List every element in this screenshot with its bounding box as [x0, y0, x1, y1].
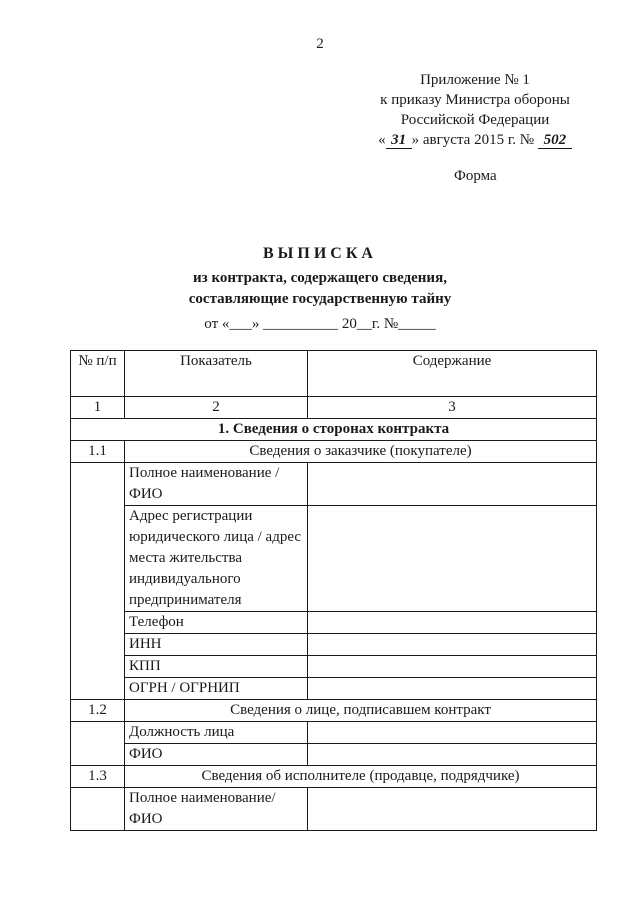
table-row	[71, 722, 597, 744]
indicator-address: Адрес регистрации юридического лица / адрес места жительства индивидуального предпринимателя	[125, 506, 308, 612]
subsection-1-1-num-spacer	[71, 463, 125, 700]
table-row	[71, 678, 597, 700]
appendix-line-2: к приказу Министра обороны	[380, 92, 570, 108]
subsection-1-2-num: 1.2	[71, 700, 125, 722]
column-number-row	[71, 397, 597, 419]
table-row	[71, 634, 597, 656]
col-number-2: 2	[125, 397, 308, 419]
appendix-block	[360, 70, 590, 150]
subsection-1-2-row	[71, 700, 597, 722]
indicator-ogrn: ОГРН / ОГРНИП	[125, 678, 308, 700]
indicator-full-name: Полное наименование /ФИО	[125, 463, 308, 506]
content-cell[interactable]	[308, 722, 597, 744]
content-cell[interactable]	[308, 788, 597, 831]
content-cell[interactable]	[308, 744, 597, 766]
table-row	[71, 656, 597, 678]
date-open-quote: «	[378, 132, 386, 148]
handwritten-order-number: 502	[538, 132, 572, 149]
table-row	[71, 744, 597, 766]
indicator-kpp: КПП	[125, 656, 308, 678]
page-number: 2	[316, 36, 324, 52]
subsection-1-1-num: 1.1	[71, 441, 125, 463]
appendix-line-3: Российской Федерации	[400, 112, 550, 128]
indicator-inn: ИНН	[125, 634, 308, 656]
subsection-1-1-row	[71, 441, 597, 463]
document-title: ВЫПИСКА	[263, 245, 377, 262]
content-cell[interactable]	[308, 506, 597, 612]
content-cell[interactable]	[308, 463, 597, 506]
content-cell[interactable]	[308, 612, 597, 634]
subsection-1-2-num-spacer	[71, 722, 125, 766]
col-number-3: 3	[308, 397, 597, 419]
indicator-fio: ФИО	[125, 744, 308, 766]
subsection-1-1-title: Сведения о заказчике (покупателе)	[125, 441, 597, 463]
indicator-position: Должность лица	[125, 722, 308, 744]
extract-table	[70, 350, 597, 831]
header-num: № п/п	[71, 351, 125, 397]
subsection-1-2-title: Сведения о лице, подписавшем контракт	[125, 700, 597, 722]
content-cell[interactable]	[308, 678, 597, 700]
form-label: Форма	[454, 168, 497, 184]
header-content: Содержание	[308, 351, 597, 397]
date-month-year: » августа 2015 г. №	[411, 132, 535, 148]
extract-date-line: от «___» __________ 20__г. №_____	[204, 316, 436, 332]
content-cell[interactable]	[308, 634, 597, 656]
subtitle-line-2: составляющие государственную тайну	[188, 291, 452, 307]
section-1-row	[71, 419, 597, 441]
subtitle-line-1: из контракта, содержащего сведения,	[193, 270, 447, 286]
table-row	[71, 612, 597, 634]
subsection-1-3-num: 1.3	[71, 766, 125, 788]
handwritten-day: 31	[386, 132, 412, 149]
document-subtitle	[0, 268, 640, 310]
subsection-1-3-row	[71, 766, 597, 788]
appendix-line-1: Приложение № 1	[420, 72, 530, 88]
col-number-1: 1	[71, 397, 125, 419]
subsection-1-3-title: Сведения об исполнителе (продавце, подрядчике)	[125, 766, 597, 788]
appendix-date-line	[360, 130, 590, 150]
indicator-phone: Телефон	[125, 612, 308, 634]
table-row	[71, 788, 597, 831]
table-row	[71, 463, 597, 506]
section-1-title: 1. Сведения о сторонах контракта	[71, 419, 597, 441]
header-indicator: Показатель	[125, 351, 308, 397]
indicator-contractor-name: Полное наименование/ ФИО	[125, 788, 308, 831]
subsection-1-3-num-spacer	[71, 788, 125, 831]
content-cell[interactable]	[308, 656, 597, 678]
table-row	[71, 506, 597, 612]
table-header-row	[71, 351, 597, 397]
